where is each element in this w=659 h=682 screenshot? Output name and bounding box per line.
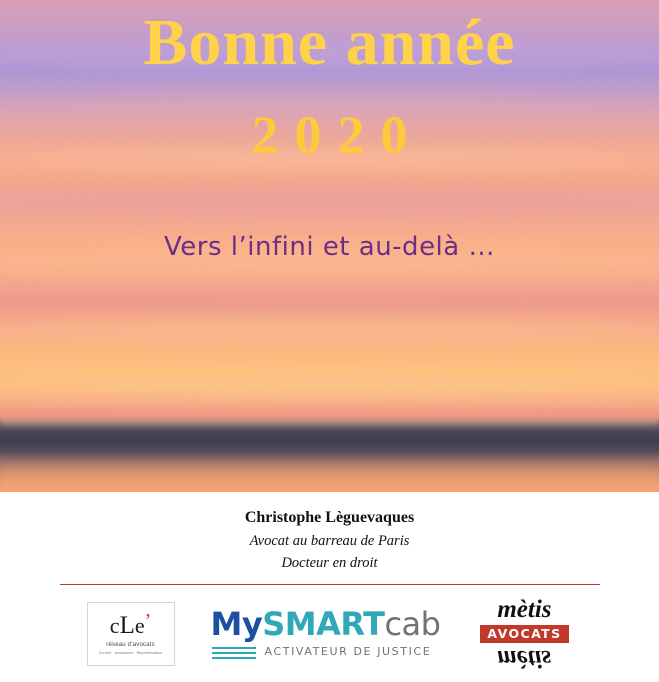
signer-role-primary: Avocat au barreau de Paris [249,533,410,549]
msc-my: My [210,604,263,643]
msc-cab: cab [384,604,441,643]
horizon-glow [0,418,659,428]
msc-smart: SMART [262,604,385,643]
metis-avocats-bar: AVOCATS [480,625,568,643]
logo-cle[interactable] [87,602,175,666]
logo-metis[interactable] [476,597,572,671]
cle-suffix: e [134,612,145,638]
signature-block [0,492,659,585]
cle-fineprint: Conseil · Assistance · Représentation [98,650,163,655]
signer-name: Christophe Lèguevaques [244,509,415,526]
cle-main: L [119,611,135,639]
water-sheen [0,455,659,492]
year-text: 2020 [251,105,424,165]
cloud-streak [0,376,659,396]
mysmartcab-subline [211,644,441,660]
metis-wordmark: mètis [497,595,552,623]
cle-apostrophe: ’ [144,609,152,632]
metis-mirrored-wordmark: mètis [497,644,552,672]
cle-prefix: c [109,612,120,638]
logo-mysmartcab[interactable] [210,604,441,660]
logo-row [0,585,659,681]
mysmartcab-wordmark [210,604,441,643]
cle-subtitle: réseau d’avocats [106,641,155,648]
cloud-streak [0,196,659,212]
greeting-headline: Bonne année [143,6,516,79]
tagline-text: Vers l’infini et au-delà … [164,232,495,262]
msc-subtitle: ACTIVATEUR DE JUSTICE [264,645,432,659]
cloud-streak [0,318,659,336]
signer-role-secondary: Docteur en droit [281,555,378,572]
cle-wordmark [109,609,152,639]
waves-icon [211,644,257,660]
